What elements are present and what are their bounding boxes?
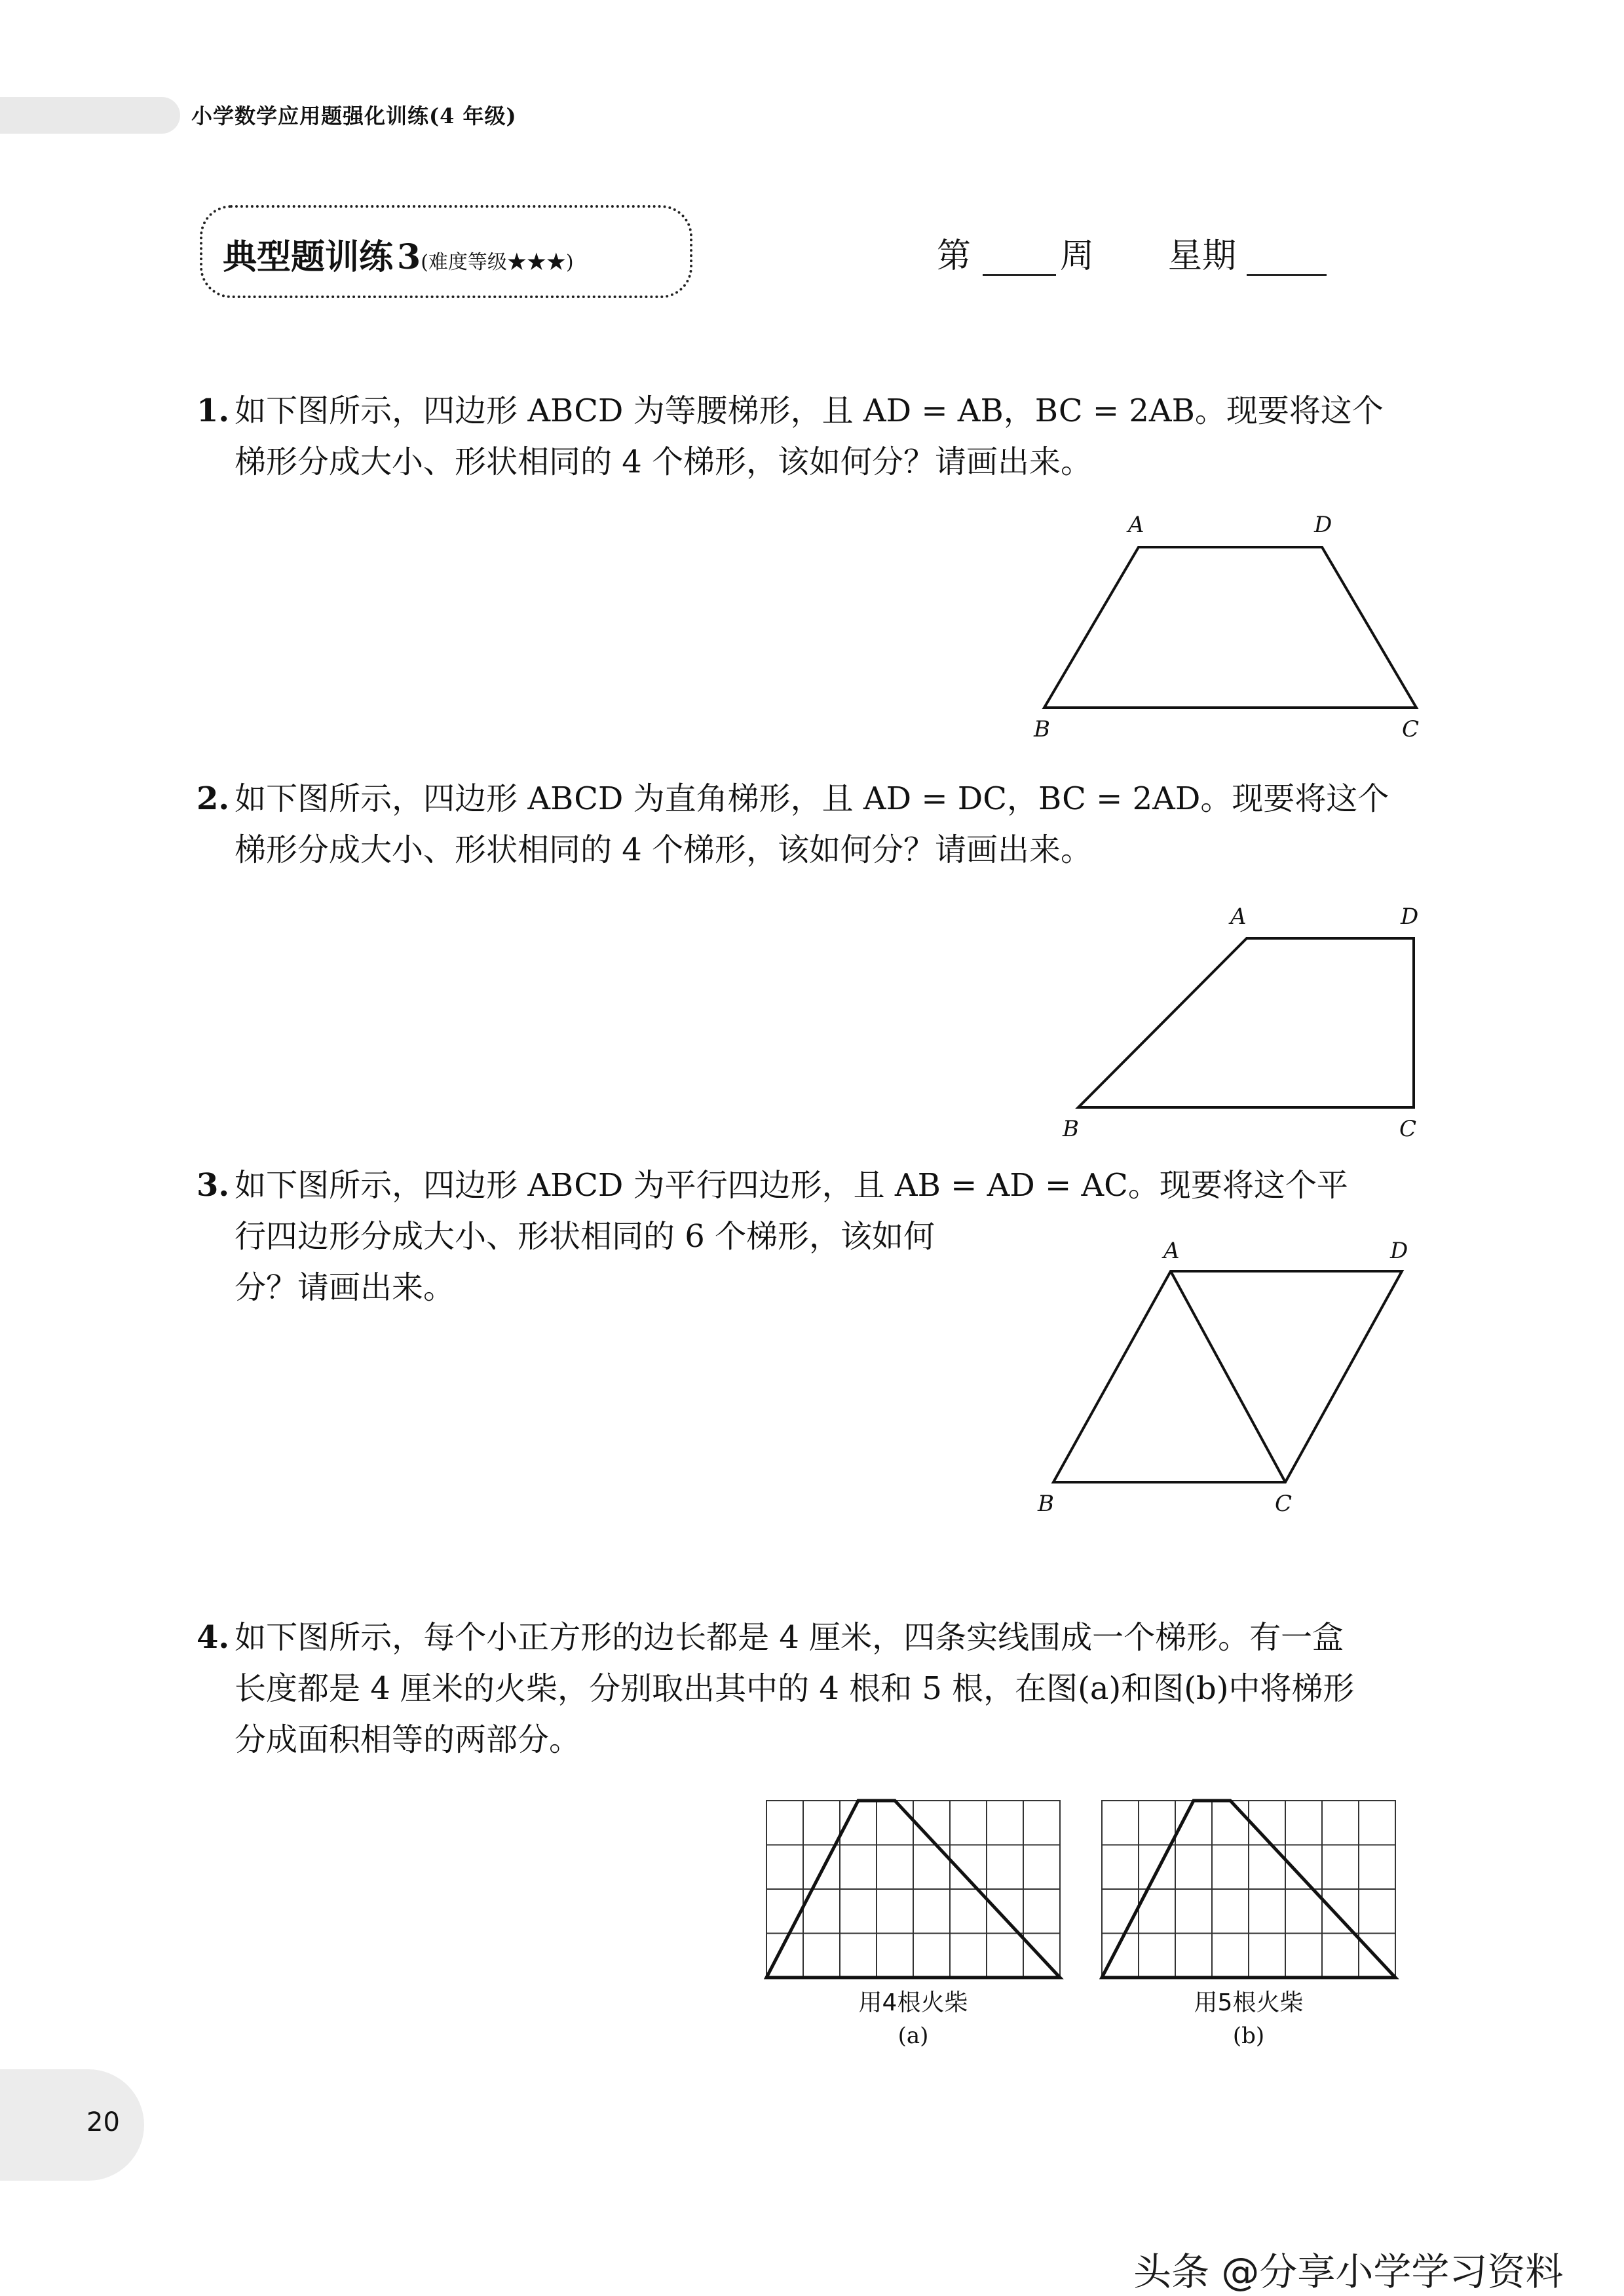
week-prefix: 第 — [937, 237, 972, 276]
diagonal-AC — [1171, 1271, 1285, 1482]
difficulty-rating: (难度等级★★★) — [421, 251, 574, 274]
trapezoid-outline — [1044, 547, 1416, 708]
week-suffix: 周 — [1060, 237, 1095, 276]
question-text-line: 梯形分成大小、形状相同的 4 个梯形，该如何分？请画出来。 — [235, 832, 1093, 868]
grid-label: (b) — [1232, 2023, 1265, 2049]
weekday-label: 星期 — [1168, 237, 1237, 276]
vertex-label-C: C — [1402, 716, 1420, 742]
vertex-label-C: C — [1399, 1116, 1417, 1142]
grid-label: (a) — [897, 2023, 929, 2049]
section-title: 典型题训练 — [223, 237, 394, 277]
question-text-line: 如下图所示，每个小正方形的边长都是 4 厘米，四条实线围成一个梯形。有一盒 — [235, 1619, 1344, 1656]
question-text-line: 行四边形分成大小、形状相同的 6 个梯形，该如何 — [235, 1218, 935, 1255]
vertex-label-A: A — [1128, 512, 1144, 538]
question-number: 1. — [197, 392, 230, 429]
book-title: 小学数学应用题强化训练(4 年级) — [191, 104, 517, 128]
question-number: 3. — [197, 1167, 230, 1204]
vertex-label-D: D — [1401, 904, 1419, 930]
question-text-line: 梯形分成大小、形状相同的 4 个梯形，该如何分？请画出来。 — [235, 444, 1093, 480]
question-text-line: 如下图所示，四边形 ABCD 为平行四边形，且 AB = AD = AC。现要将这个平 — [235, 1167, 1348, 1204]
vertex-label-B: B — [1038, 1491, 1054, 1517]
question-text-line: 分成面积相等的两部分。 — [235, 1721, 581, 1758]
vertex-label-B: B — [1063, 1116, 1079, 1142]
question-text-line: 如下图所示，四边形 ABCD 为等腰梯形，且 AD = AB，BC = 2AB。现要将这个 — [235, 392, 1384, 429]
vertex-label-D: D — [1314, 512, 1332, 538]
figure-isosceles-trapezoid — [1033, 512, 1419, 742]
grid-caption: 用4根火柴 — [858, 1989, 968, 2016]
grid-caption: 用5根火柴 — [1194, 1989, 1304, 2016]
vertex-label-B: B — [1034, 716, 1050, 742]
question-text-line: 分？请画出来。 — [235, 1269, 455, 1306]
grid-figure-b — [1102, 1801, 1395, 2049]
vertex-label-A: A — [1163, 1238, 1180, 1264]
question-text-line: 如下图所示，四边形 ABCD 为直角梯形，且 AD = DC，BC = 2AD。现要将这个 — [235, 780, 1389, 817]
figure-right-trapezoid — [1062, 904, 1418, 1142]
trapezoid-outline — [1078, 938, 1414, 1107]
page-number: 20 — [86, 2107, 120, 2137]
vertex-label-C: C — [1275, 1491, 1293, 1517]
watermark: 头条 @分享小学学习资料 — [1133, 2249, 1564, 2294]
figure-parallelogram — [1037, 1238, 1408, 1517]
grid-figure-a — [766, 1801, 1060, 2049]
question-number: 4. — [197, 1619, 230, 1656]
question-text-line: 长度都是 4 厘米的火柴，分别取出其中的 4 根和 5 根，在图(a)和图(b)中将梯形 — [235, 1670, 1355, 1707]
question-number: 2. — [197, 780, 230, 817]
vertex-label-D: D — [1390, 1238, 1408, 1264]
section-number: 3 — [397, 237, 421, 277]
page-number-tab — [0, 2069, 144, 2181]
vertex-label-A: A — [1230, 904, 1247, 930]
